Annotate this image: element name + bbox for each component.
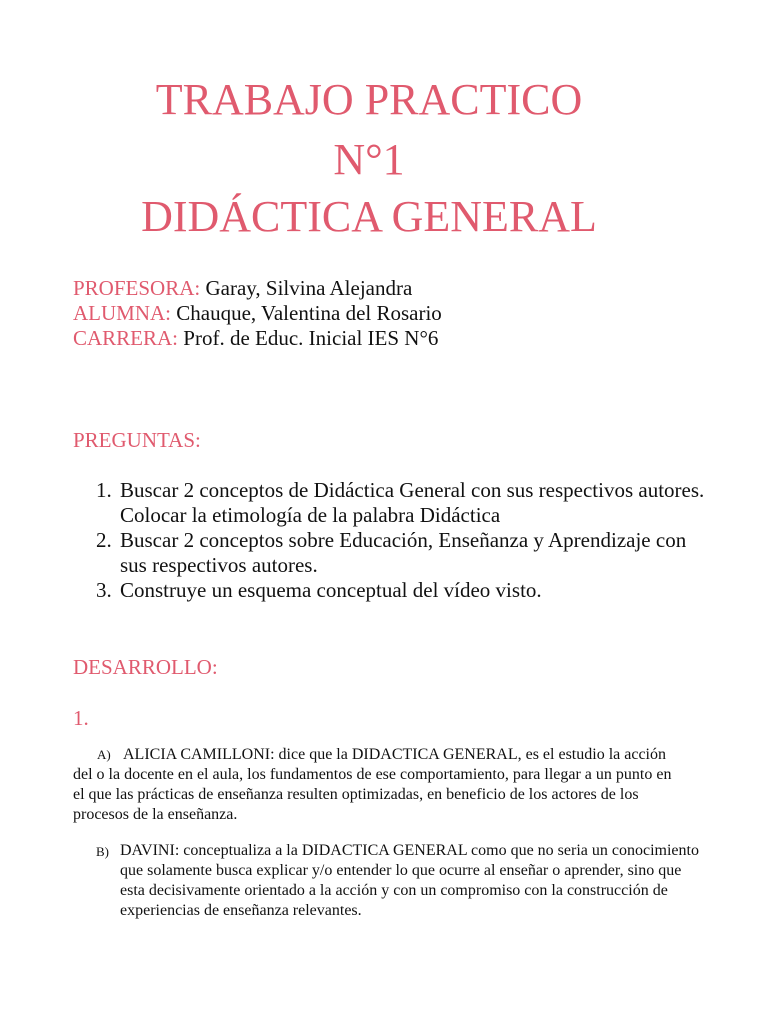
list-item [96,578,706,603]
info-block [73,276,442,351]
desarrollo-heading: DESARROLLO: [73,655,218,679]
carrera-label: CARRERA: [73,326,179,350]
paragraph-b [96,841,706,921]
list-item-text: Buscar 2 conceptos sobre Educación, Enseñanza y Aprendizaje con sus respectivos autores. [120,528,687,577]
list-item-text: Construye un esquema conceptual del vídeo visto. [120,578,542,602]
paragraph-b-marker: B) [96,844,109,859]
paragraph-a-marker: A) [97,747,111,762]
paragraph-a [73,745,673,825]
list-item [96,478,706,528]
alumna-label: ALUMNA: [73,301,171,325]
alumna-row [73,301,442,326]
paragraph-b-text: DAVINI: conceptualiza a la DIDACTICA GENERAL como que no seria un conocimiento que solamente busca explicar y/o entender lo que ocurre al enseñar o aprender, sino que esta decisivamente orientado a la acción y con un compromiso con la construcción de experiencias de enseñanza relevantes. [120,842,699,919]
list-item [96,528,706,578]
list-item-number: 2. [96,528,112,552]
list-item-number: 1. [96,478,112,502]
profesora-value: Garay, Silvina Alejandra [200,276,413,300]
profesora-row [73,276,442,301]
title-line-1: TRABAJO PRACTICO [155,75,583,124]
alumna-value: Chauque, Valentina del Rosario [171,301,442,325]
paragraph-a-text: ALICIA CAMILLONI: dice que la DIDACTICA GENERAL, es el estudio la acción del o la docente en el aula, los fundamentos de ese comportamiento, para llegar a un punto en el que las prácticas de enseñanza resulten optimizadas, en beneficio de los actores de los procesos de la enseñanza. [73,746,672,823]
preguntas-list [96,478,706,603]
desarrollo-number: 1. [73,706,89,730]
title-line-3: DIDÁCTICA GENERAL [141,192,597,241]
list-item-text: Buscar 2 conceptos de Didáctica General con sus respectivos autores. Colocar la etimología de la palabra Didáctica [120,478,705,527]
list-item-number: 3. [96,578,112,602]
preguntas-heading: PREGUNTAS: [73,428,201,452]
carrera-row [73,326,442,351]
title-line-2: N°1 [333,135,405,184]
profesora-label: PROFESORA: [73,276,201,300]
carrera-value: Prof. de Educ. Inicial IES N°6 [178,326,439,350]
